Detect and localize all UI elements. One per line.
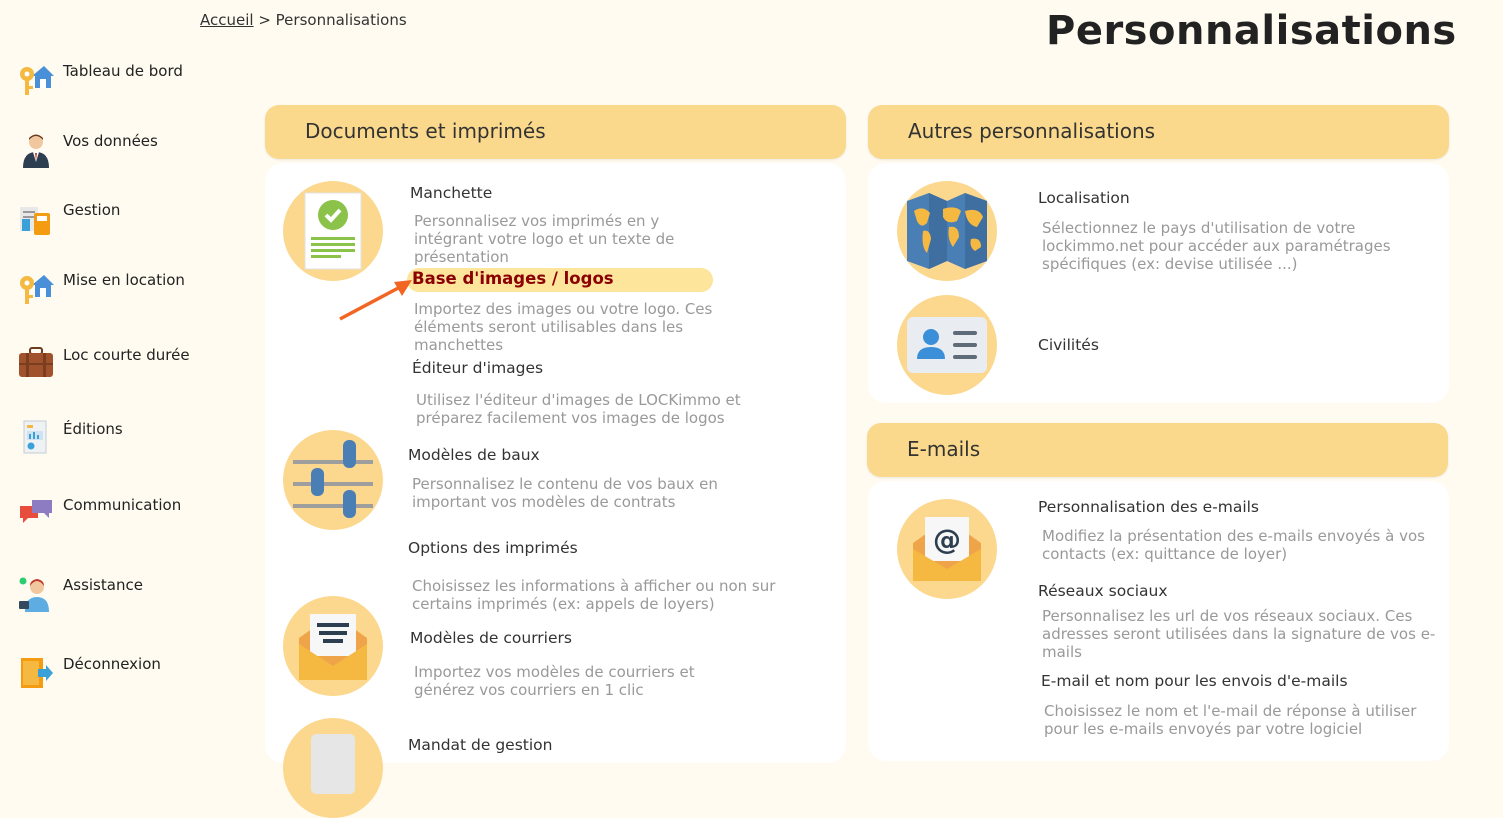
logout-door-icon <box>18 655 54 691</box>
mandat-gestion-circle[interactable] <box>283 718 383 818</box>
sidebar-item-label: Gestion <box>63 201 121 219</box>
modeles-courriers-description: Importez vos modèles de courriers et générez vos courriers en 1 clic <box>414 663 695 699</box>
breadcrumb <box>200 11 407 29</box>
mandat-gestion-link[interactable]: Mandat de gestion <box>408 736 553 754</box>
manchette-description: Personnalisez vos imprimés en y intégrant votre logo et un texte de présentation <box>414 212 675 266</box>
breadcrumb-home-link[interactable]: Accueil <box>200 11 254 29</box>
sidebar-item-tableau-de-bord[interactable] <box>18 62 183 98</box>
documents-panel-title: Documents et imprimés <box>305 119 546 143</box>
reseaux-sociaux-link[interactable]: Réseaux sociaux <box>1038 582 1168 600</box>
sidebar-item-loc-courte-duree[interactable] <box>18 346 190 382</box>
civilites-link[interactable]: Civilités <box>1038 336 1099 354</box>
sidebar-item-editions[interactable] <box>18 420 123 456</box>
email-nom-envois-link[interactable]: E-mail et nom pour les envois d'e-mails <box>1041 672 1348 690</box>
manchette-circle[interactable] <box>283 181 383 281</box>
id-card-icon <box>897 295 997 395</box>
sliders-icon <box>283 430 383 530</box>
sidebar-item-label: Communication <box>63 496 182 514</box>
sidebar-item-mise-en-location[interactable] <box>18 271 185 307</box>
chat-bubbles-icon <box>18 496 54 532</box>
civilites-circle[interactable] <box>897 295 997 395</box>
personnalisation-emails-description: Modifiez la présentation des e-mails envoyés à vos contacts (ex: quittance de loyer) <box>1042 527 1425 563</box>
sidebar-item-deconnexion[interactable] <box>18 655 161 691</box>
base-images-description: Importez des images ou votre logo. Ces éléments seront utilisables dans les manchettes <box>414 300 713 354</box>
editeur-images-link[interactable]: Éditeur d'images <box>412 359 544 377</box>
documents-panel-header <box>265 105 846 159</box>
personnalisation-emails-circle[interactable] <box>897 499 997 599</box>
email-at-icon <box>897 499 997 599</box>
calculator-documents-icon <box>18 201 54 237</box>
localisation-description: Sélectionnez le pays d'utilisation de votre lockimmo.net pour accéder aux paramétrages spécifiques (ex: devise utilisée ...) <box>1042 219 1391 273</box>
suitcase-icon <box>18 346 54 382</box>
modeles-courriers-circle[interactable] <box>283 596 383 696</box>
reseaux-sociaux-description: Personnalisez les url de vos réseaux sociaux. Ces adresses seront utilisées dans la signature de vos e-mails <box>1042 607 1436 661</box>
sidebar-item-label: Vos données <box>63 132 158 150</box>
report-icon <box>18 420 54 456</box>
sidebar-item-gestion[interactable] <box>18 201 121 237</box>
page-title: Personnalisations <box>1046 8 1457 54</box>
sidebar-item-label: Loc courte durée <box>63 346 190 364</box>
businessman-icon <box>18 132 54 168</box>
sidebar-item-communication[interactable] <box>18 496 182 532</box>
editeur-images-description: Utilisez l'éditeur d'images de LOCKimmo et préparez facilement vos images de logos <box>416 391 741 427</box>
emails-panel-title: E-mails <box>907 437 981 461</box>
sidebar-item-label: Mise en location <box>63 271 185 289</box>
breadcrumb-separator: > <box>253 11 276 29</box>
sidebar-item-label: Éditions <box>63 420 123 438</box>
svg-text:@: @ <box>933 523 961 556</box>
personnalisation-emails-link[interactable]: Personnalisation des e-mails <box>1038 498 1260 516</box>
world-map-icon <box>897 181 997 281</box>
support-agent-icon <box>18 576 54 612</box>
house-key-icon <box>18 62 54 98</box>
options-imprimes-link[interactable]: Options des imprimés <box>408 539 578 557</box>
modeles-baux-description: Personnalisez le contenu de vos baux en important vos modèles de contrats <box>412 475 718 511</box>
modeles-courriers-link[interactable]: Modèles de courriers <box>410 629 572 647</box>
breadcrumb-current: Personnalisations <box>275 11 407 29</box>
sidebar-item-label: Déconnexion <box>63 655 161 673</box>
sidebar-item-label: Tableau de bord <box>63 62 183 80</box>
house-key-icon <box>18 271 54 307</box>
autres-panel-title: Autres personnalisations <box>908 119 1156 143</box>
emails-panel-header <box>867 423 1448 477</box>
envelope-letter-icon <box>283 596 383 696</box>
sidebar-item-vos-donnees[interactable] <box>18 132 158 168</box>
base-images-logos-link[interactable]: Base d'images / logos <box>412 269 614 288</box>
localisation-link[interactable]: Localisation <box>1038 189 1130 207</box>
modeles-baux-link[interactable]: Modèles de baux <box>408 446 540 464</box>
email-nom-envois-description: Choisissez le nom et l'e-mail de réponse à utiliser pour les e-mails envoyés par votre logiciel <box>1044 702 1417 738</box>
autres-panel-header <box>868 105 1449 159</box>
sidebar-item-assistance[interactable] <box>18 576 143 612</box>
localisation-circle[interactable] <box>897 181 997 281</box>
annotation-arrow-icon <box>336 276 416 324</box>
options-imprimes-description: Choisissez les informations à afficher ou non sur certains imprimés (ex: appels de loyers) <box>412 577 776 613</box>
modeles-baux-circle[interactable] <box>283 430 383 530</box>
manchette-link[interactable]: Manchette <box>410 184 493 202</box>
certificate-document-icon <box>283 181 383 281</box>
mandate-document-icon <box>283 718 383 818</box>
sidebar-item-label: Assistance <box>63 576 143 594</box>
